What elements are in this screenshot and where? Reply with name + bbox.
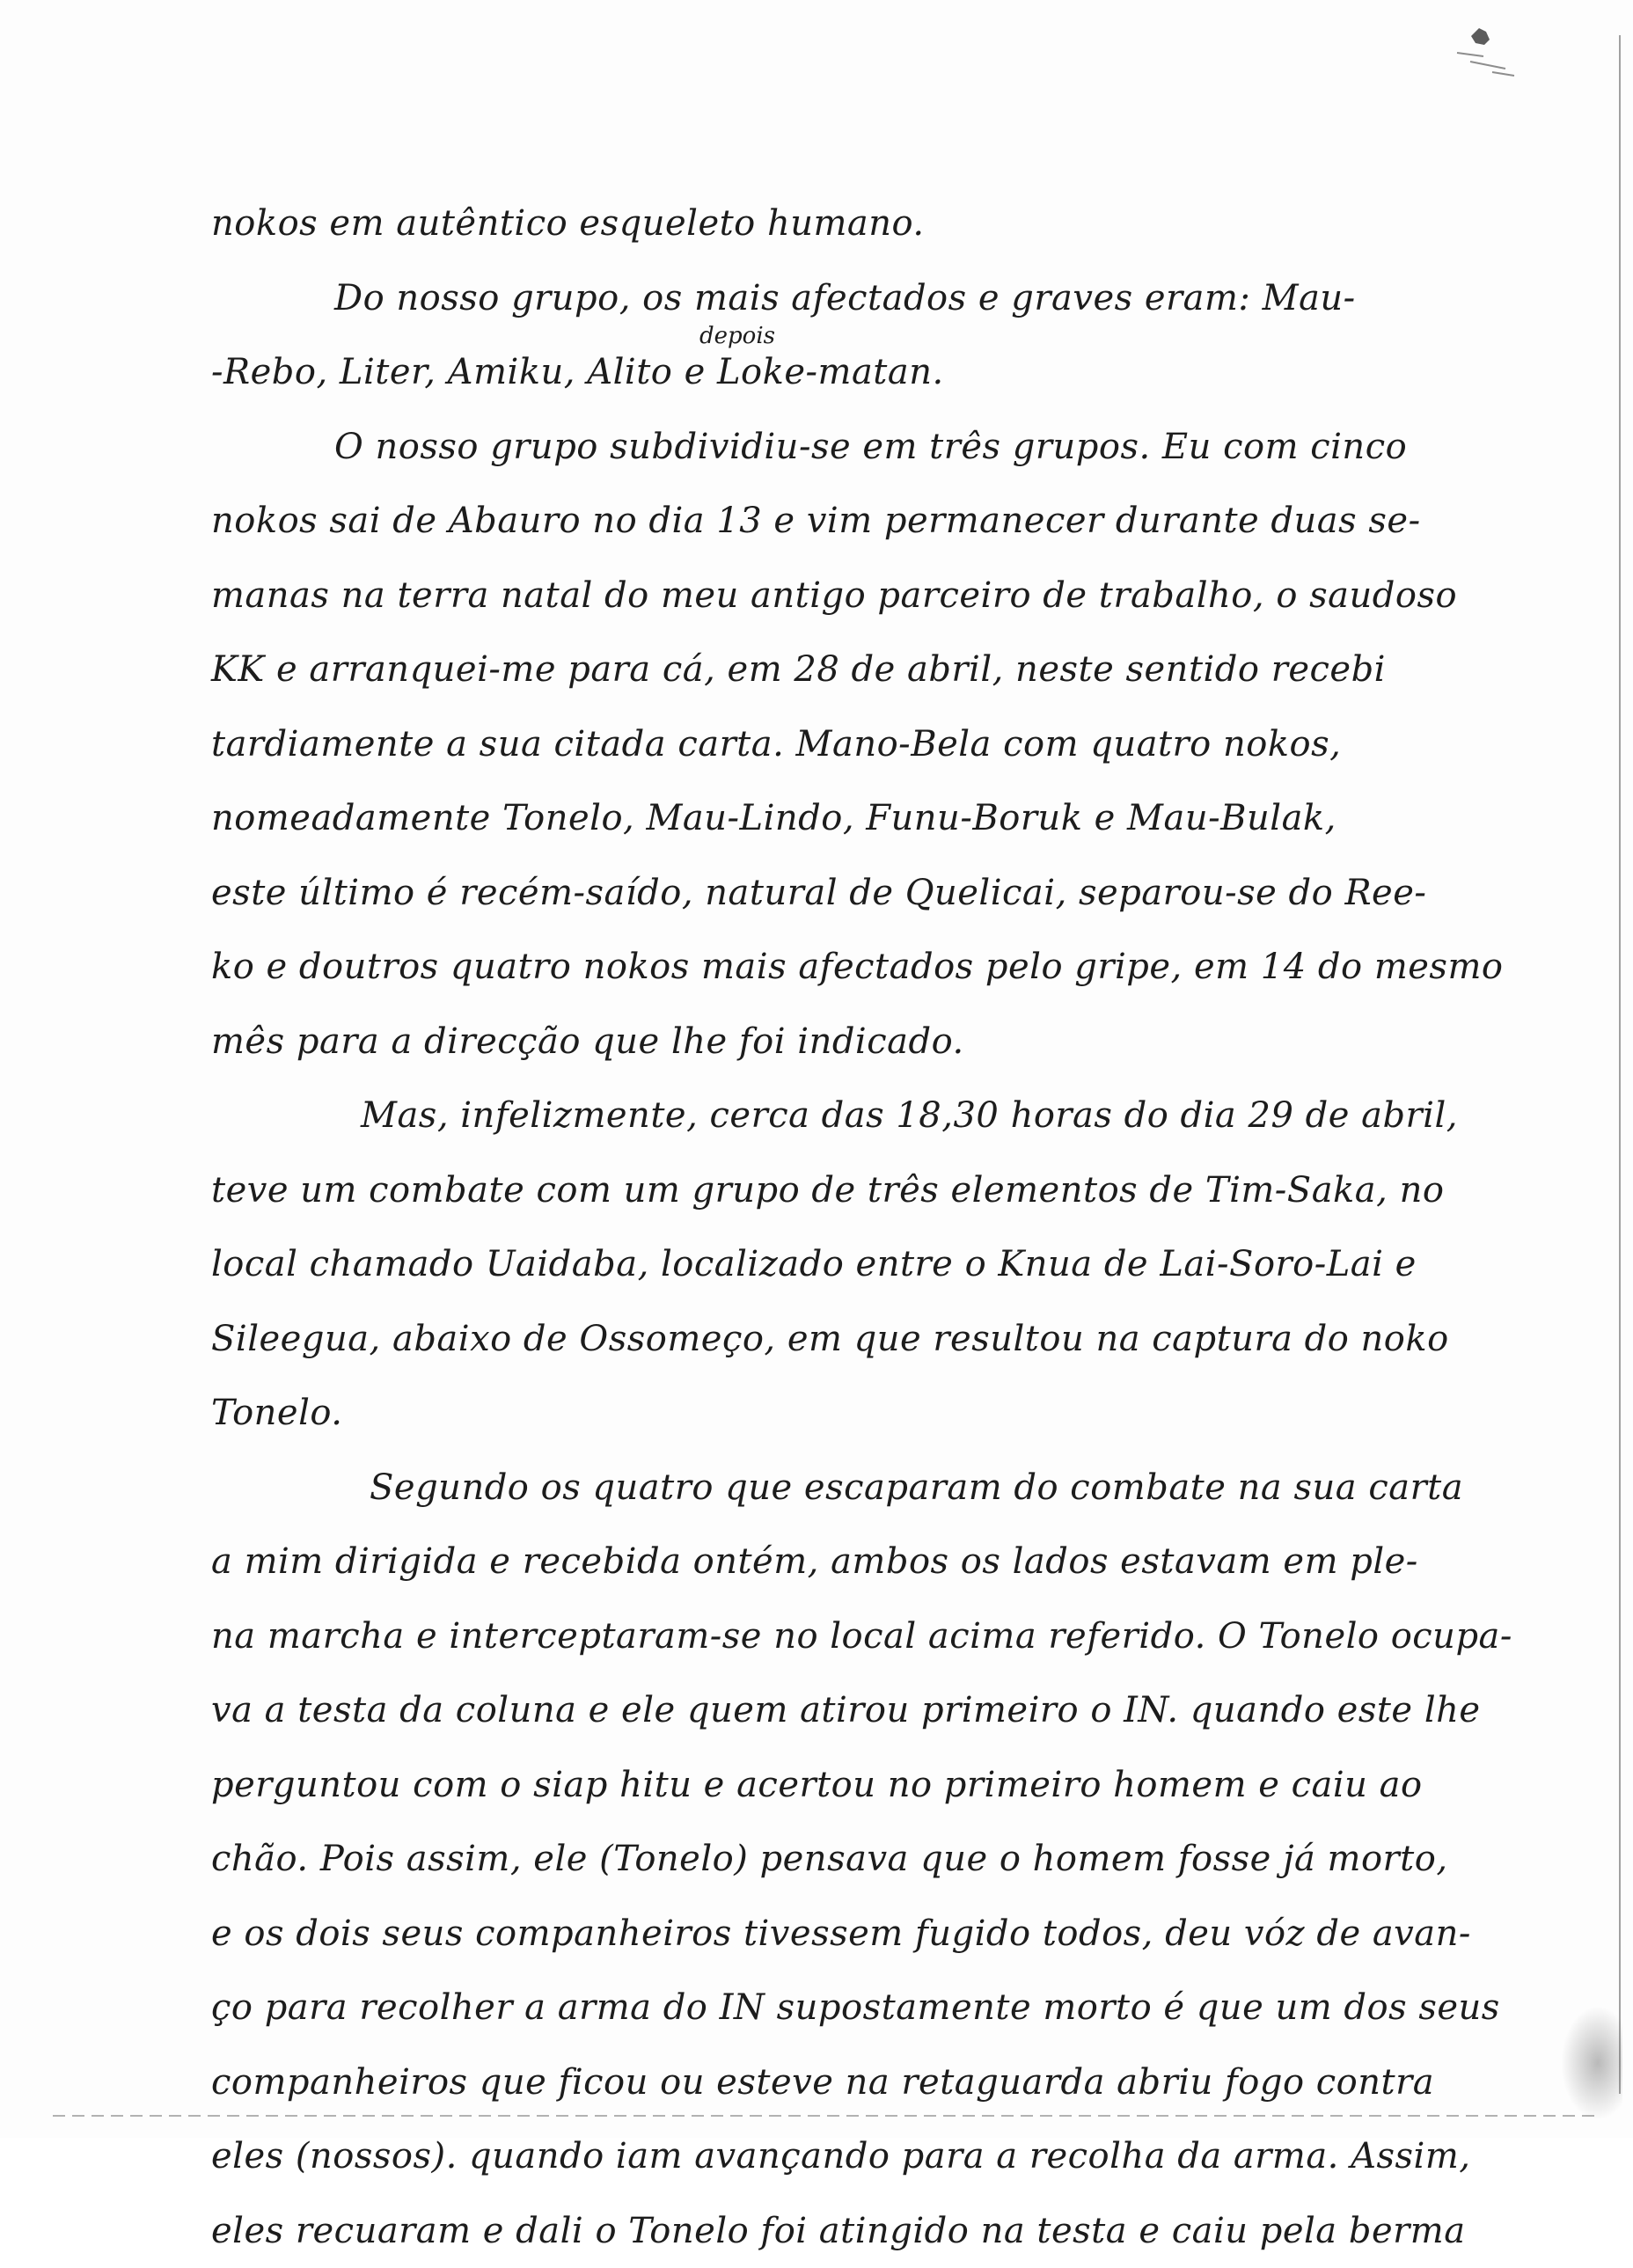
letter-line: KK e arranquei-me para cá, em 28 de abril, neste sentido recebi bbox=[211, 633, 1584, 707]
letter-line: companheiros que ficou ou esteve na retaguarda abriu fogo contra bbox=[211, 2045, 1584, 2120]
letter-line: Mas, infelizmente, cerca das 18,30 horas do dia 29 de abril, bbox=[211, 1079, 1584, 1153]
letter-line: na marcha e interceptaram-se no local acima referido. O Tonelo ocupa- bbox=[211, 1599, 1584, 1674]
letter-line: tardiamente a sua citada carta. Mano-Bela com quatro nokos, bbox=[211, 707, 1584, 782]
letter-line: ço para recolher a arma do IN supostamente morto é que um dos seus bbox=[211, 1971, 1584, 2045]
letter-line: ko e doutros quatro nokos mais afectados pelo gripe, em 14 do mesmo bbox=[211, 930, 1584, 1005]
letter-line: -Rebo, Liter, Amiku, Alito e Loke-matan. bbox=[211, 335, 1584, 410]
letter-line: nokos sai de Abauro no dia 13 e vim permanecer durante duas se- bbox=[211, 484, 1584, 559]
letter-line: Tonelo. bbox=[211, 1376, 1584, 1451]
letter-line: perguntou com o siap hitu e acertou no primeiro homem e caiu ao bbox=[211, 1748, 1584, 1823]
letter-line: eles (nossos). quando iam avançando para a recolha da arma. Assim, bbox=[211, 2119, 1584, 2194]
letter-line: manas na terra natal do meu antigo parceiro de trabalho, o saudoso bbox=[211, 559, 1584, 633]
letter-line: este último é recém-saído, natural de Quelicai, separou-se do Ree- bbox=[211, 856, 1584, 931]
letter-line: chão. Pois assim, ele (Tonelo) pensava que o homem fosse já morto, bbox=[211, 1822, 1584, 1897]
letter-line: eles recuaram e dali o Tonelo foi atingido na testa e caiu pela berma bbox=[211, 2194, 1584, 2268]
letter-line: local chamado Uaidaba, localizado entre o Knua de Lai-Soro-Lai e bbox=[211, 1227, 1584, 1302]
letter-line: a mim dirigida e recebida ontém, ambos os lados estavam em ple- bbox=[211, 1525, 1584, 1599]
letter-line: nomeadamente Tonelo, Mau-Lindo, Funu-Boruk e Mau-Bulak, bbox=[211, 781, 1584, 856]
letter-line: e os dois seus companheiros tivessem fugido todos, deu vóz de avan- bbox=[211, 1897, 1584, 1972]
letter-line: mês para a direcção que lhe foi indicado. bbox=[211, 1005, 1584, 1079]
letter-line: va a testa da coluna e ele quem atirou primeiro o IN. quando este lhe bbox=[211, 1673, 1584, 1748]
letter-line: Sileegua, abaixo de Ossomeço, em que resultou na captura do noko bbox=[211, 1302, 1584, 1377]
corner-smudge bbox=[1431, 18, 1527, 97]
letter-line: nokos em autêntico esqueleto humano. bbox=[211, 187, 1584, 261]
letter-line: O nosso grupo subdividiu-se em três grupos. Eu com cinco bbox=[211, 410, 1584, 485]
binding-edge bbox=[1614, 35, 1621, 2094]
letter-body bbox=[211, 187, 1584, 2268]
letter-line: Do nosso grupo, os mais afectados e graves eram: Mau- bbox=[211, 261, 1584, 336]
letter-line: Segundo os quatro que escaparam do combate na sua carta bbox=[211, 1451, 1584, 1525]
handwritten-insertion: depois bbox=[699, 323, 775, 349]
letter-line: teve um combate com um grupo de três elementos de Tim-Saka, no bbox=[211, 1153, 1584, 1228]
